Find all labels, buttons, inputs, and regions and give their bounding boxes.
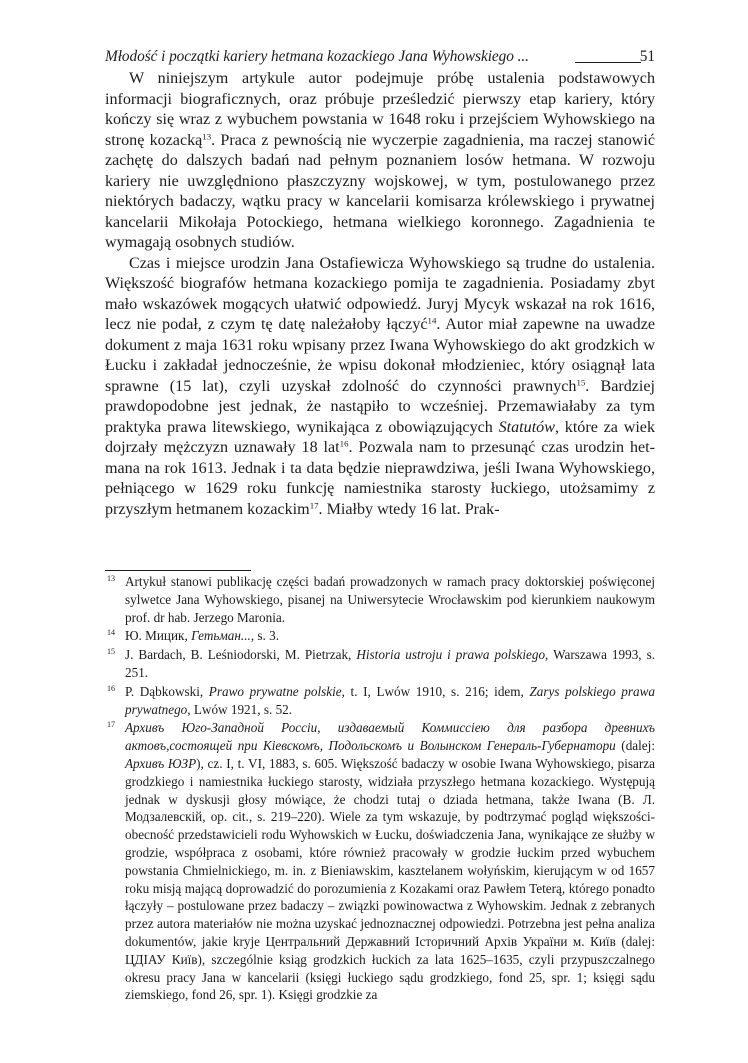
footnote-ref[interactable]: 16 bbox=[339, 438, 349, 449]
footnote: 15 J. Bardach, B. Leśniodorski, M. Pietrzak, Historia ustroju i prawa polskiego, Warszawa 1993, s. 251. bbox=[107, 647, 656, 680]
main-text bbox=[105, 69, 655, 520]
footnote-ref[interactable]: 13 bbox=[202, 130, 212, 141]
footnote-number: 15 bbox=[107, 647, 115, 657]
footnote-number: 16 bbox=[107, 683, 115, 693]
footnote-number: 14 bbox=[107, 628, 115, 638]
footnote-ref[interactable]: 14 bbox=[427, 315, 437, 326]
footnote: 16 P. Dąbkowski, Prawo prywatne polskie, t. I, Lwów 1910, s. 216; idem, Zarys polskiego prawa prywatnego, Lwów 1921, s. 52. bbox=[107, 683, 656, 717]
footnote: 13 Artykuł stanowi publikację części badań prowadzonych w ramach pracy doktorskiej poświęconej sylwetce Jana Wyhowskiego, pisanej na Uniwersytecie Wrocławskim pod kierunkiem naukowym prof. dr hab. Jerzego Maronia. bbox=[107, 574, 655, 625]
page-number: 51 bbox=[639, 48, 655, 65]
footnote: 14 Ю. Мицик, Гетьман..., s. 3. bbox=[107, 628, 280, 644]
header-rule bbox=[575, 62, 641, 63]
running-title: Młodość i początki kariery hetmana kozackiego Jana Wyhowskiego ... bbox=[105, 48, 529, 65]
paragraph: W niniejszym artykule autor podejmuje próbę ustalenia podstawowych informacji biograficznych, oraz próbuje prześledzić pierwszy etap kariery, który kończy się wraz z wybuchem powstania w 1648 roku i przejściem Wyhowskiego na stronę kozacką$^{13}$. Praca z pewnością nie wyczerpie zagadnienia, ma raczej stanowić zachętę do dalszych badań nad pełnym poznaniem losów hetmana. W rozwoju kariery nie uwzględniono płaszczyzny wojskowej, w tym, postulowanego przez niektórych badaczy, wątku pracy w kancelarii komisarza królewskiego i prywatnej kancelarii Mikołaja Potockiego, hetmana wielkiego koronnego. Zagadnienia te wymagają osobnych studiów. bbox=[105, 70, 655, 251]
running-header bbox=[105, 48, 655, 68]
footnote-number: 13 bbox=[107, 574, 115, 583]
paragraph: Czas i miejsce urodzin Jana Ostafiewicza Wyhowskiego są trudne do ustalenia. Większość biografów hetmana kozackiego pomija te zagadnienia. Posiadamy zbyt mało wskazówek mogących ułatwić odpowiedź. Juryj Mycyk wskazał na rok 1616, lecz nie podał, z czym tę datę należałoby łączyć$^{14}$. Autor miał zapewne na uwadze dokument z maja 1631 roku wpisany przez Iwana Wyhowskiego do akt grodzkich w Łucku i zakładał jednocześnie, że wpisu dokonał młodzieniec, który osiągnął lata sprawne (15 lat), czyli uzyskał zdolność do czynności prawnych$^{15}$. Bardziej prawdopodobne jest jednak, że nastąpiło to wcześniej. Przemawiałaby za tym praktyka prawa litewskiego, wynikająca z obowiązujących Statutów, które za wiek dojrzały mężczyzn uznawały 18 lat$^{16}$. Pozwala nam to przesunąć czas urodzin hetmana na rok 1613. Jednak i ta data będzie nieprawdziwa, jeśli Iwana Wyhowskiego, pełniącego w 1629 roku funkcję namiestnika starosty łuckiego, utożsamimy z przyszłym hetmanem kozackim$^{17}$. Miałby wtedy 16 lat. Prak- bbox=[105, 254, 656, 518]
footnote-separator bbox=[105, 570, 251, 571]
footnote-number: 17 bbox=[107, 720, 115, 730]
footnotes bbox=[105, 573, 655, 1005]
footnote: 17 Архивъ Юго-Западной Россіи, издаваемый Коммиссіею для разбора древнихъ актовъ,состоящей при Кіевскомъ, Подольскомъ и Волынском Генераль-Губернатори (dalej: Архивъ ЮЗР), cz. I, t. VI, 1883, s. 605. Większość badaczy w osobie Iwana Wyhowskiego, pisarza grodzkiego i namiestnika łuckiego starosty, widziała przyszłego hetmana kozackiego. Występują jednak w dyskusji głosy mówiące, że chodzi tutaj o dziada hetmana, także Iwana (В. Л. Модзалевскій, op. cit., s. 219–220). Wiele za tym wskazuje, by podtrzymać pogląd większości- obecność przedstawicieli rodu Wyhowskich w Łucku, doświadczenia Jana, wynikające ze służby w grodzie, współpraca z osobami, które również pracowały w grodzie łuckim przed wybuchem powstania Chmielnickiego, m. in. z Bieniawskim, kasztelanem wołyńskim, kierującym w od 1657 roku misją mającą doprowadzić do porozumienia z Kozakami oraz Pawłem Teterą, którego ponadto łączyły – postulowane przez badaczy – związki powinowactwa z Wyhowskim. Jednak z zebranych przez autora materiałów nie można uzyskać jednoznacznej odpowiedzi. Potrzebna jest pełna analiza dokumentów, jakie kryje Центральний Державний Історичний Архів України м. Київ (dalej: ЦДІАУ Київ), szczególnie ksiąg grodzkich łuckich za lata 1625–1635, czyli przypuszczalnego okresu pracy Jana w kancelarii (księgi łuckiego sądu grodzkiego, fond 25, spr. 1; księgi sądu ziemskiego, fond 26, spr. 1). Księgi grodzkie za bbox=[107, 720, 655, 1003]
footnote-ref[interactable]: 15 bbox=[576, 376, 586, 387]
footnote-ref[interactable]: 17 bbox=[309, 499, 319, 510]
